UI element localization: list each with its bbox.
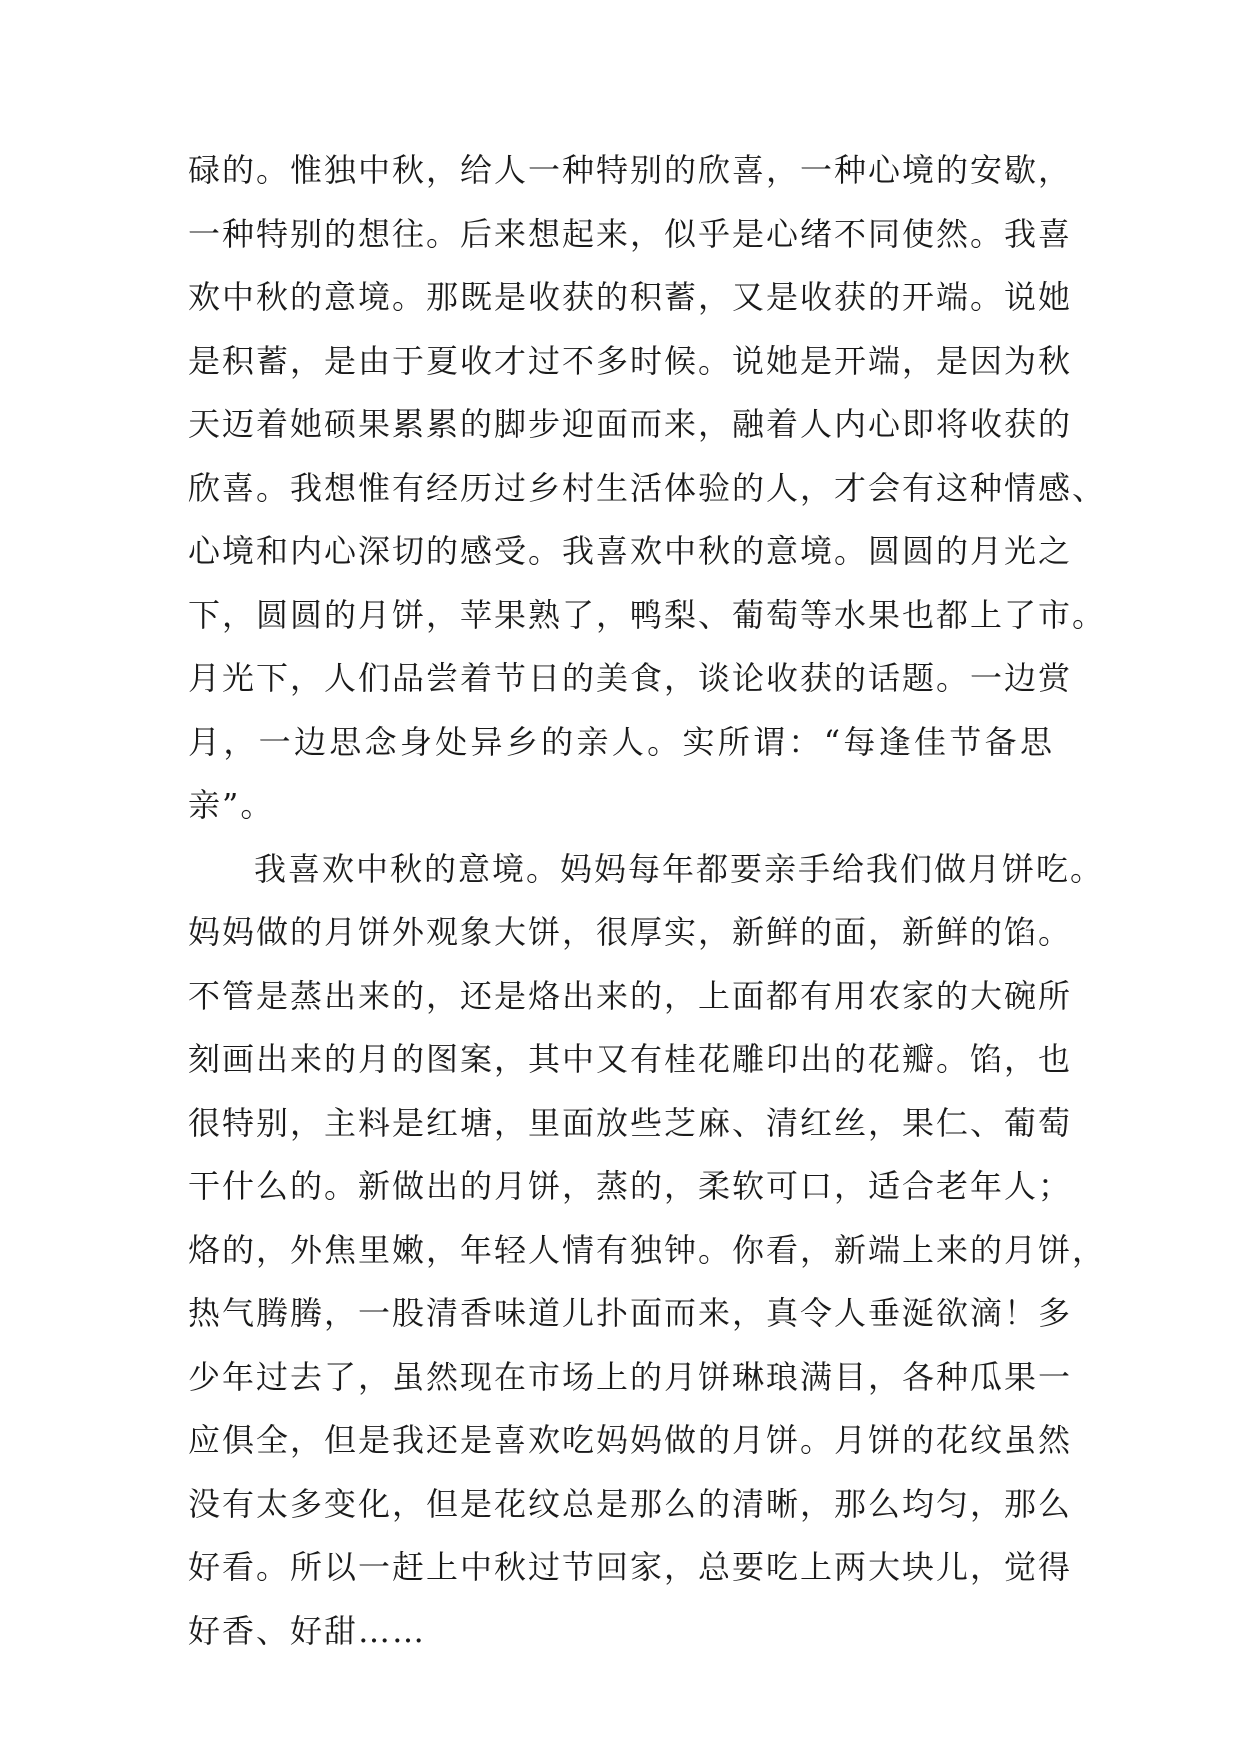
text-line: 刻画出来的月的图案，其中又有桂花雕印出的花瓣。馅，也	[188, 1040, 1073, 1078]
text-line: 天迈着她硕果累累的脚步迎面而来，融着人内心即将收获的	[188, 405, 1073, 443]
text-line: 妈妈做的月饼外观象大饼，很厚实，新鲜的面，新鲜的馅。	[188, 913, 1073, 951]
text-line: 好看。所以一赶上中秋过节回家，总要吃上两大块儿，觉得	[188, 1548, 1073, 1586]
text-line: 很特别，主料是红塘，里面放些芝麻、清红丝，果仁、葡萄	[188, 1103, 1073, 1142]
text-line: 不管是蒸出来的，还是烙出来的，上面都有用农家的大碗所	[188, 976, 1073, 1015]
text-line: 没有太多变化，但是花纹总是那么的清晰，那么均匀，那么	[188, 1484, 1073, 1523]
text-line: 月光下，人们品尝着节日的美食，谈论收获的话题。一边赏	[188, 659, 1073, 697]
document-page	[188, 139, 1107, 1663]
text-line: 烙的，外焦里嫩，年轻人情有独钟。你看，新端上来的月饼，	[188, 1230, 1107, 1269]
paragraph-1	[188, 139, 1107, 838]
text-line: 我喜欢中秋的意境。妈妈每年都要亲手给我们做月饼吃。	[254, 849, 1105, 888]
text-line: 亲”。	[188, 786, 275, 824]
text-line: 干什么的。新做出的月饼，蒸的，柔软可口，适合老年人；	[188, 1167, 1073, 1205]
text-line: 是积蓄，是由于夏收才过不多时候。说她是开端，是因为秋	[188, 341, 1073, 380]
text-line: 热气腾腾，一股清香味道儿扑面而来，真令人垂涎欲滴！多	[188, 1294, 1073, 1332]
paragraph-2	[188, 838, 1107, 1664]
text-line: 心境和内心深切的感受。我喜欢中秋的意境。圆圆的月光之	[188, 532, 1073, 570]
text-line: 碌的。惟独中秋，给人一种特别的欣喜，一种心境的安歇，	[188, 151, 1073, 189]
text-line: 欣喜。我想惟有经历过乡村生活体验的人，才会有这种情感、	[188, 468, 1107, 507]
text-line: 一种特别的想往。后来想起来，似乎是心绪不同使然。我喜	[188, 214, 1073, 253]
text-line: 欢中秋的意境。那既是收获的积蓄，又是收获的开端。说她	[188, 278, 1073, 316]
text-line: 应俱全，但是我还是喜欢吃妈妈做的月饼。月饼的花纹虽然	[188, 1421, 1073, 1459]
text-line: 月，一边思念身处异乡的亲人。实所谓：“每逢佳节备思	[188, 722, 1054, 761]
text-line: 下，圆圆的月饼，苹果熟了，鸭梨、葡萄等水果也都上了市。	[188, 595, 1107, 634]
text-line: 少年过去了，虽然现在市场上的月饼琳琅满目，各种瓜果一	[188, 1357, 1073, 1396]
text-line: 好香、好甜……	[188, 1611, 427, 1650]
